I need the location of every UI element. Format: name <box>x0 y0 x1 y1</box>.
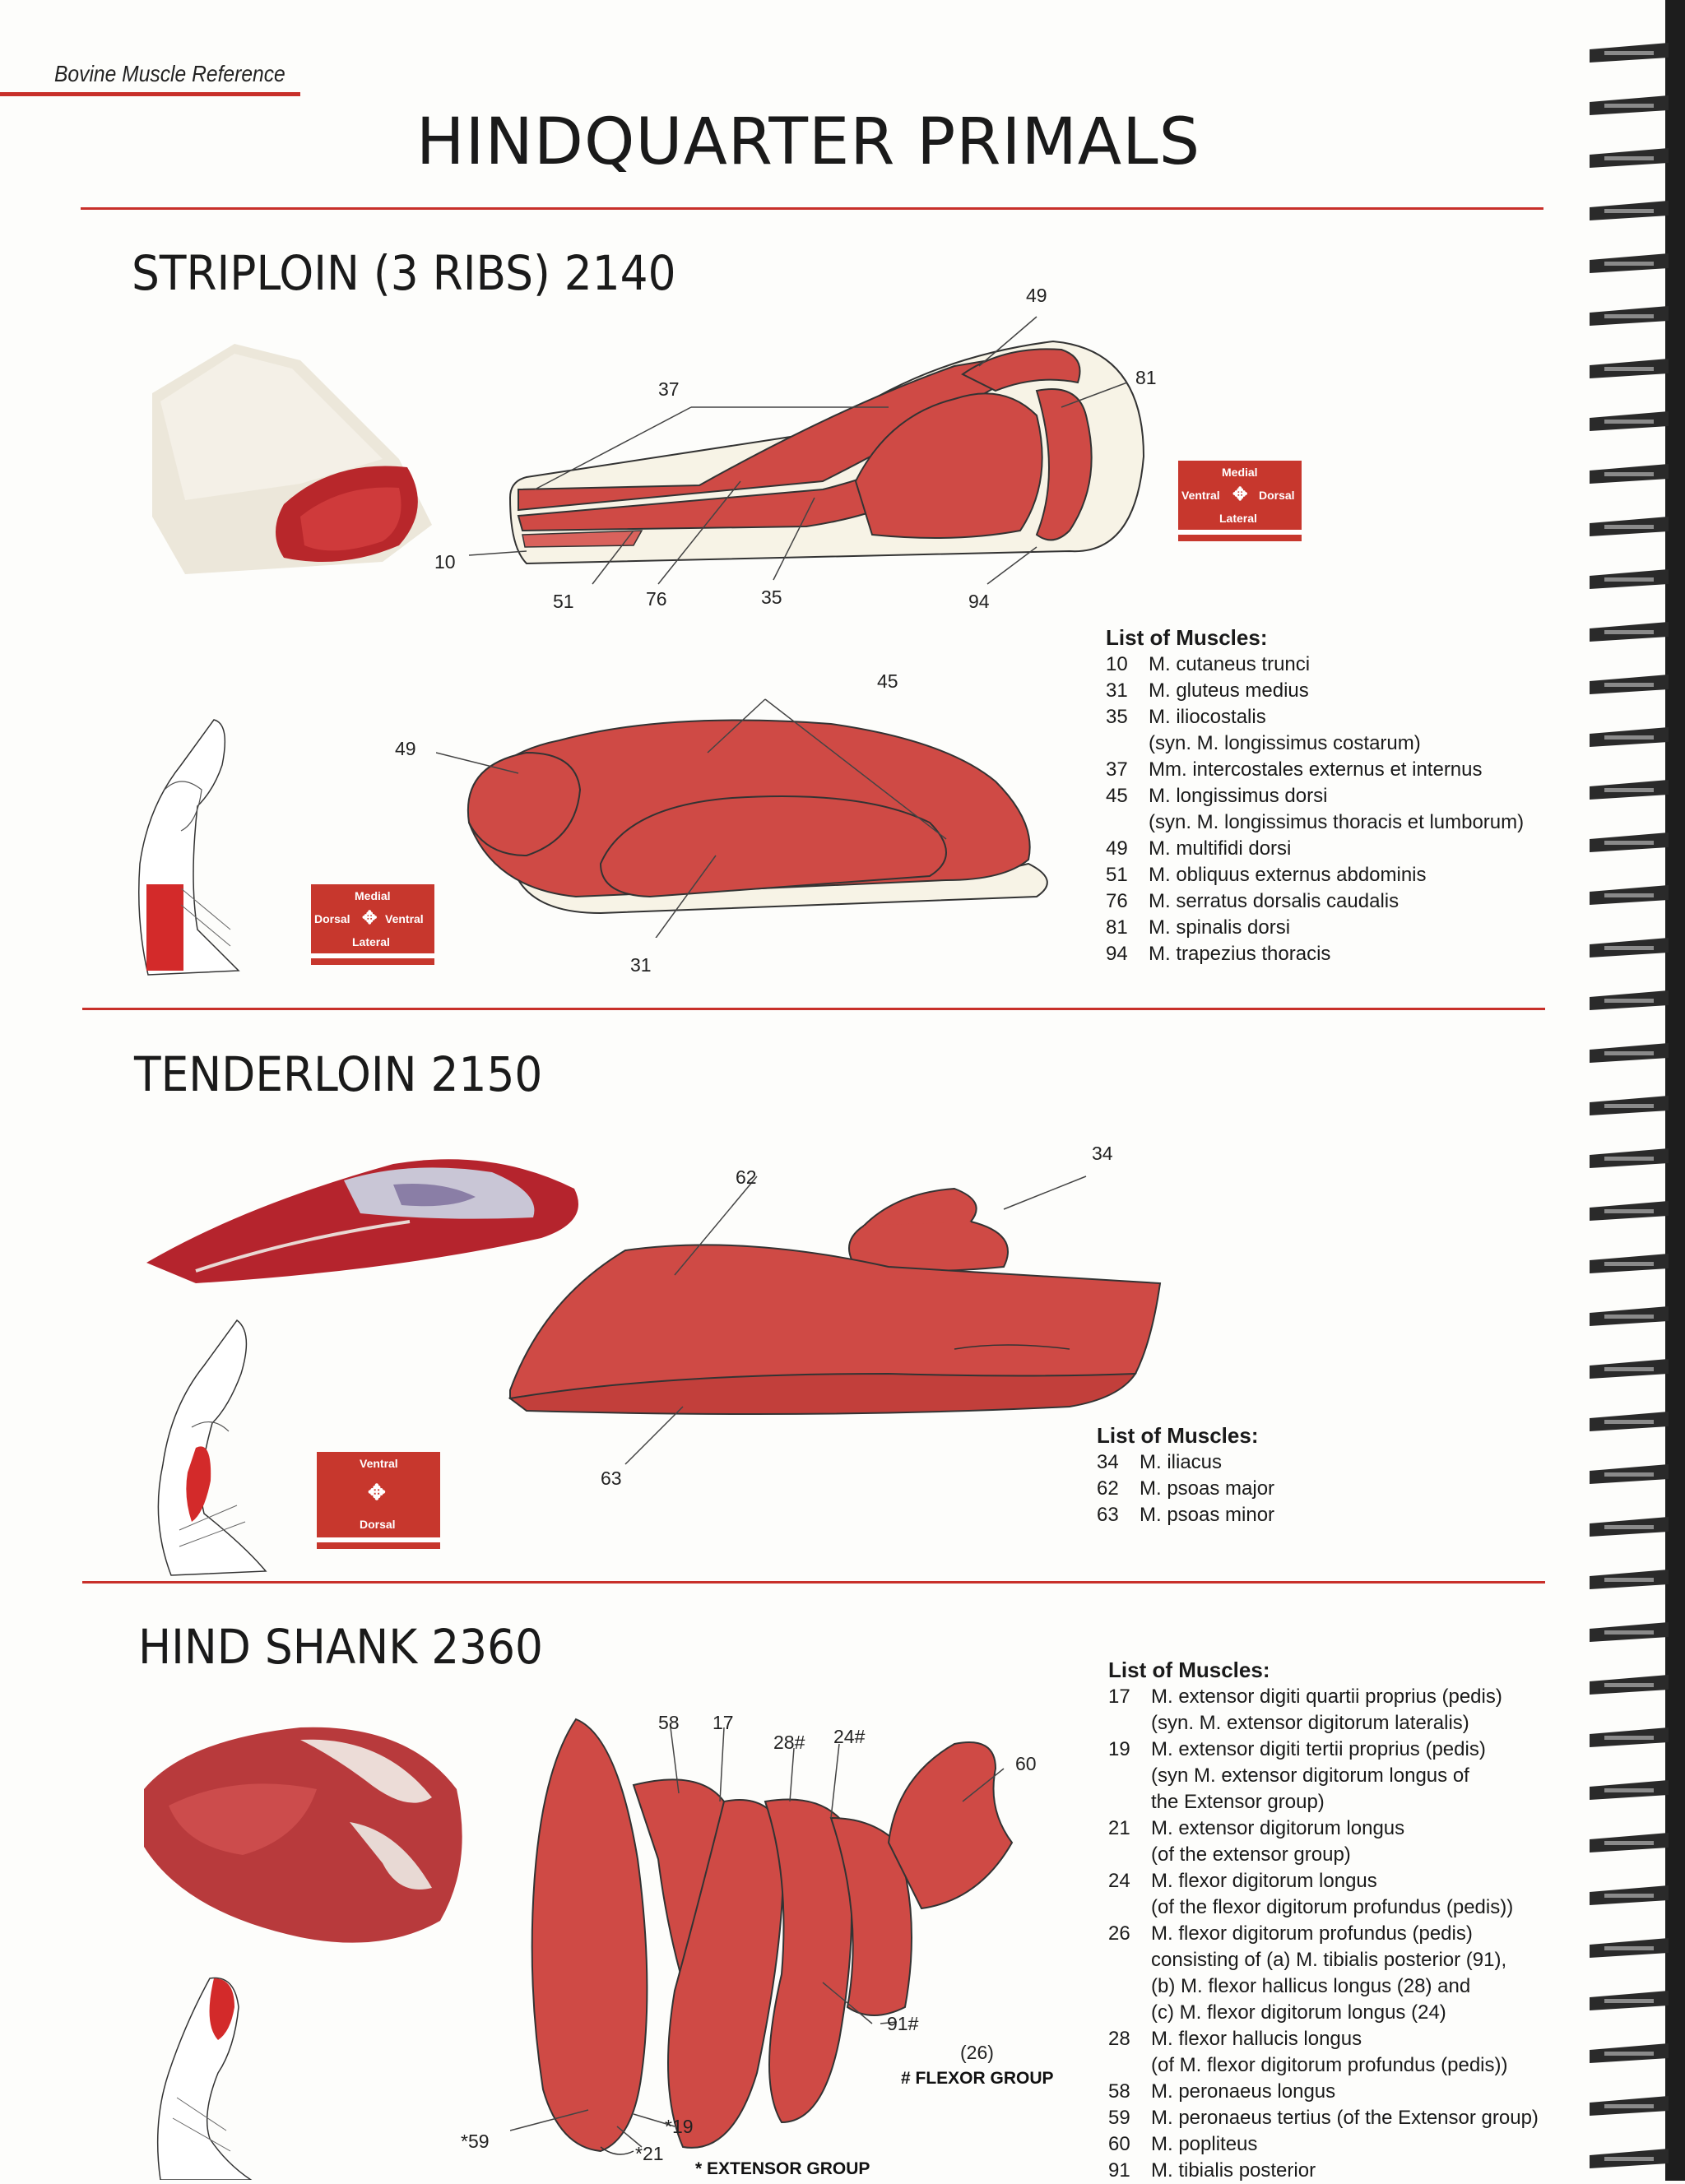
muscle-number: 24 <box>1108 1870 1130 1892</box>
label-26: (26) <box>960 2042 994 2063</box>
muscle-list-item <box>1106 941 1567 967</box>
muscle-number: 45 <box>1106 785 1128 807</box>
muscle-list-item <box>1108 1868 1585 1894</box>
muscle-number: 19 <box>1108 1738 1130 1760</box>
muscle-name: M. spinalis dorsi <box>1149 916 1291 939</box>
muscle-name: M. psoas major <box>1140 1477 1275 1500</box>
muscle-list-item <box>1106 783 1567 809</box>
muscle-number: 31 <box>1106 679 1128 702</box>
muscle-name: M. serratus dorsalis caudalis <box>1149 890 1400 912</box>
carcass-locator-striploin <box>132 716 247 979</box>
muscle-synonym: (syn M. extensor digitorum longus of <box>1151 1764 1469 1787</box>
muscle-list-item <box>1108 2131 1585 2158</box>
label-51: 51 <box>553 591 574 612</box>
tenderloin-diagram <box>494 1143 1193 1489</box>
muscle-name: M. cutaneus trunci <box>1149 653 1311 675</box>
muscle-list-item <box>1108 1921 1585 1947</box>
muscle-number: 60 <box>1108 2133 1130 2155</box>
muscle-name: M. psoas minor <box>1140 1504 1275 1526</box>
muscle-number: 26 <box>1108 1922 1130 1945</box>
muscle-list-item <box>1108 2079 1585 2105</box>
muscle-list-item <box>1106 836 1567 862</box>
muscle-list-item <box>1106 704 1567 730</box>
muscle-number: 94 <box>1106 943 1128 965</box>
muscle-list-item <box>1108 1737 1585 1763</box>
carcass-locator-hindshank <box>152 1974 276 2180</box>
muscle-name: M. iliacus <box>1140 1451 1223 1473</box>
muscle-name: M. obliquus externus abdominis <box>1149 864 1427 886</box>
muscle-name: M. popliteus <box>1151 2133 1258 2155</box>
tenderloin-muscle-list: List of Muscles: 34 M. iliacus 62 M. psoas major 63 M. psoas minor <box>1097 1421 1557 1528</box>
label-10: 10 <box>434 551 456 573</box>
striploin-title: STRIPLOIN (3 RIBS) 2140 <box>132 245 676 301</box>
orientation-key-c: Ventral ✥ Dorsal <box>317 1452 440 1542</box>
label-45: 45 <box>877 670 898 692</box>
muscle-name: M. trapezius thoracis <box>1149 943 1331 965</box>
label-58: 58 <box>658 1712 680 1733</box>
hindshank-muscle-list: List of Muscles: 17 M. extensor digiti quartii proprius (pedis) (syn. M. extensor digitorum lateralis) 19 M. extensor digiti tertii proprius (pedis) (syn M. extensor digitorum longus of the Extensor group) 21 M. extensor digitorum longus (of the extensor group) 24 M. flexor digitorum longus (of the flexor digitorum profundus (pedis)) 26 M. flexor digitorum profundus (pedis) consisting of (a) M. tibialis posterior (91), (b) M. flexor hallicus longus (28) and (c) M. flexor digitorum longus (24) 28 M. flexor hallucis longus (of M. flexor digitorum profundus (pedis)) 58 M. peronaeus longus 59 M. peronaeus tertius (of the Extensor group) 60 M. popliteus 91 M. tibialis posterior <box>1108 1656 1585 2184</box>
muscle-number: 63 <box>1097 1504 1119 1526</box>
muscle-synonym: (syn. M. extensor digitorum lateralis) <box>1151 1712 1469 1734</box>
label-31: 31 <box>630 954 652 976</box>
muscle-number: 76 <box>1106 890 1128 912</box>
muscle-number: 28 <box>1108 2028 1130 2050</box>
muscle-name: M. extensor digiti quartii proprius (pedis) <box>1151 1686 1502 1708</box>
muscle-number: 35 <box>1106 706 1128 728</box>
striploin-photo <box>136 336 440 578</box>
muscle-list-item <box>1106 678 1567 704</box>
page-title: HINDQUARTER PRIMALS <box>415 105 1201 179</box>
muscle-list-item <box>1106 757 1567 783</box>
label-24: 24# <box>833 1726 866 1747</box>
muscle-name: M. extensor digitorum longus <box>1151 1817 1405 1839</box>
label-60: 60 <box>1015 1753 1037 1774</box>
reference-tag: Bovine Muscle Reference <box>54 61 285 86</box>
muscle-number: 91 <box>1108 2159 1130 2182</box>
muscle-list-item <box>1108 2026 1585 2052</box>
muscle-synonym: (of the flexor digitorum profundus (pedis)) <box>1151 1896 1514 1918</box>
muscle-name: M. multifidi dorsi <box>1149 837 1292 860</box>
hindshank-diagram <box>510 1711 1037 2176</box>
section-divider <box>81 207 1543 210</box>
muscle-number: 21 <box>1108 1817 1130 1839</box>
label-35: 35 <box>761 587 782 608</box>
section-divider <box>82 1581 1545 1584</box>
label-19: *19 <box>665 2116 694 2137</box>
striploin-diagram-side <box>428 284 1152 613</box>
muscle-name: M. iliocostalis <box>1149 706 1266 728</box>
muscle-name: M. extensor digiti tertii proprius (pedis) <box>1151 1738 1486 1760</box>
muscle-name: M. flexor digitorum longus <box>1151 1870 1377 1892</box>
label-17: 17 <box>713 1712 734 1733</box>
label-94: 94 <box>968 591 990 612</box>
spiral-binding <box>1586 0 1685 2181</box>
muscle-list-item <box>1108 1815 1585 1842</box>
muscle-synonym: (c) M. flexor digitorum longus (24) <box>1151 2001 1446 2024</box>
muscle-list-item <box>1097 1449 1557 1476</box>
label-81: 81 <box>1135 367 1157 388</box>
muscle-synonym: (syn. M. longissimus costarum) <box>1149 732 1421 754</box>
muscle-list-item <box>1108 2158 1585 2184</box>
label-37: 37 <box>658 378 680 400</box>
extensor-group-label: * EXTENSOR GROUP <box>695 2159 870 2178</box>
muscle-number: 59 <box>1108 2107 1130 2129</box>
compass-icon: ✥ <box>368 1480 386 1505</box>
muscle-number: 81 <box>1106 916 1128 939</box>
label-49: 49 <box>1026 285 1047 306</box>
muscle-number: 10 <box>1106 653 1128 675</box>
hindshank-title: HIND SHANK 2360 <box>138 1619 543 1675</box>
muscle-number: 51 <box>1106 864 1128 886</box>
tenderloin-title: TENDERLOIN 2150 <box>134 1046 543 1102</box>
muscle-list-item <box>1108 2105 1585 2131</box>
muscle-name: M. flexor digitorum profundus (pedis) <box>1151 1922 1473 1945</box>
striploin-diagram-top <box>436 675 1061 938</box>
label-63: 63 <box>601 1468 622 1489</box>
muscle-name: M. tibialis posterior <box>1151 2159 1316 2182</box>
label-62: 62 <box>736 1166 757 1188</box>
muscle-name: M. longissimus dorsi <box>1149 785 1328 807</box>
muscle-list-item <box>1106 651 1567 678</box>
muscle-list-item <box>1097 1502 1557 1528</box>
muscle-list-item <box>1106 915 1567 941</box>
muscle-list-item <box>1106 888 1567 915</box>
label-34: 34 <box>1092 1143 1113 1164</box>
orientation-key-a: Medial Ventral ✥ Dorsal Lateral <box>1178 461 1302 535</box>
muscle-name: Mm. intercostales externus et internus <box>1149 758 1483 781</box>
muscle-synonym: the Extensor group) <box>1151 1791 1325 1813</box>
hindshank-photo <box>136 1723 473 1954</box>
muscle-name: M. peronaeus tertius (of the Extensor group) <box>1151 2107 1539 2129</box>
label-59: *59 <box>461 2131 490 2152</box>
striploin-muscle-list: List of Muscles: 10 M. cutaneus trunci 31 M. gluteus medius 35 M. iliocostalis (syn. M. longissimus costarum) 37 Mm. intercostales externus et internus 45 M. longissimus dorsi (syn. M. longissimus thoracis et lumborum) 49 M. multifidi dorsi 51 M. obliquus externus abdominis 76 M. serratus dorsalis caudalis 81 M. spinalis dorsi 94 M. trapezius thoracis <box>1106 624 1567 967</box>
muscle-number: 17 <box>1108 1686 1130 1708</box>
label-21: *21 <box>635 2143 664 2164</box>
label-76: 76 <box>646 588 667 610</box>
flexor-group-label: # FLEXOR GROUP <box>901 2069 1054 2088</box>
carcass-locator-tenderloin <box>146 1316 278 1579</box>
orientation-key-b: Medial Dorsal ✥ Ventral Lateral <box>311 884 434 958</box>
muscle-synonym: consisting of (a) M. tibialis posterior (91), <box>1151 1949 1507 1971</box>
muscle-name: M. peronaeus longus <box>1151 2080 1336 2103</box>
muscle-number: 37 <box>1106 758 1128 781</box>
muscle-synonym: (syn. M. longissimus thoracis et lumborum) <box>1149 811 1525 833</box>
muscle-synonym: (of the extensor group) <box>1151 1843 1351 1866</box>
muscle-name: M. gluteus medius <box>1149 679 1309 702</box>
muscle-number: 62 <box>1097 1477 1119 1500</box>
section-divider <box>82 1008 1545 1010</box>
muscle-number: 34 <box>1097 1451 1119 1473</box>
muscle-synonym: (of M. flexor digitorum profundus (pedis)) <box>1151 2054 1508 2076</box>
muscle-synonym: (b) M. flexor hallicus longus (28) and <box>1151 1975 1471 1997</box>
label-28: 28# <box>773 1732 805 1753</box>
label-49-top: 49 <box>395 738 416 759</box>
muscle-list-item <box>1106 862 1567 888</box>
compass-icon: ✥ <box>1232 484 1248 504</box>
compass-icon: ✥ <box>362 907 378 928</box>
muscle-name: M. flexor hallucis longus <box>1151 2028 1362 2050</box>
muscle-number: 58 <box>1108 2080 1130 2103</box>
muscle-list-item <box>1108 1684 1585 1710</box>
muscle-number: 49 <box>1106 837 1128 860</box>
muscle-list-item <box>1097 1476 1557 1502</box>
header-rule <box>0 92 300 96</box>
label-91: 91# <box>887 2013 919 2034</box>
